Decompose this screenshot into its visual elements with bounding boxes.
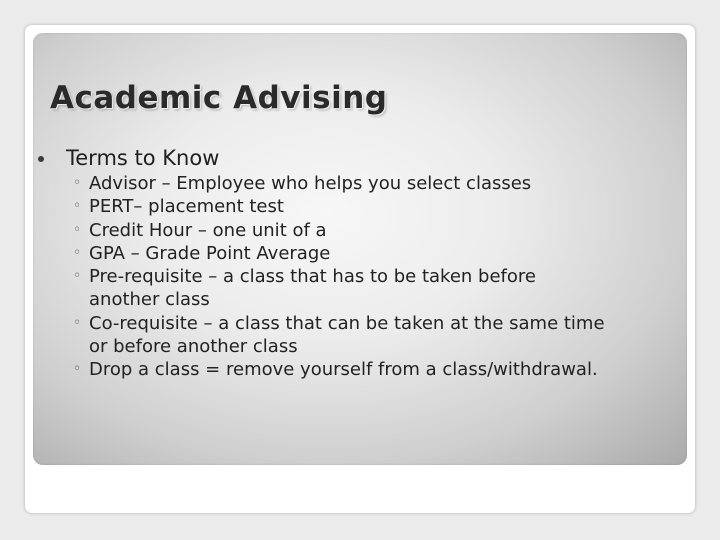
term-item-pre-requisite bbox=[73, 265, 605, 312]
term-text: GPA – Grade Point Average bbox=[89, 242, 331, 264]
circle-bullet-icon: ◦ bbox=[73, 244, 82, 261]
circle-bullet-icon: ◦ bbox=[73, 268, 82, 285]
term-text: Credit Hour – one unit of a bbox=[89, 219, 327, 241]
term-text-continued: another class bbox=[89, 289, 210, 311]
circle-bullet-icon: ◦ bbox=[73, 361, 82, 378]
circle-bullet-icon: ◦ bbox=[73, 314, 82, 331]
term-text: Drop a class = remove yourself from a class/withdrawal. bbox=[89, 359, 598, 381]
circle-bullet-icon: ◦ bbox=[73, 221, 82, 238]
term-item-co-requisite bbox=[73, 312, 605, 359]
term-item-advisor bbox=[73, 172, 605, 195]
term-item-gpa bbox=[73, 242, 605, 265]
term-item-credit-hour bbox=[73, 219, 605, 242]
term-item-drop-class bbox=[73, 358, 605, 381]
terms-list bbox=[73, 172, 605, 382]
bullet-dot-icon bbox=[38, 156, 44, 162]
term-text-continued: or before another class bbox=[89, 336, 298, 358]
term-text: PERT– placement test bbox=[89, 196, 284, 218]
circle-bullet-icon: ◦ bbox=[73, 198, 82, 215]
main-bullet bbox=[38, 146, 219, 170]
term-text: Advisor – Employee who helps you select classes bbox=[89, 173, 532, 194]
term-text: Pre-requisite – a class that has to be taken before bbox=[89, 266, 536, 288]
term-item-pert bbox=[73, 195, 605, 218]
main-bullet-text: Terms to Know bbox=[66, 146, 220, 170]
slide-title: Academic Advising bbox=[50, 80, 388, 116]
term-text: Co-requisite – a class that can be taken at the same time bbox=[89, 312, 605, 334]
circle-bullet-icon: ◦ bbox=[73, 175, 82, 191]
